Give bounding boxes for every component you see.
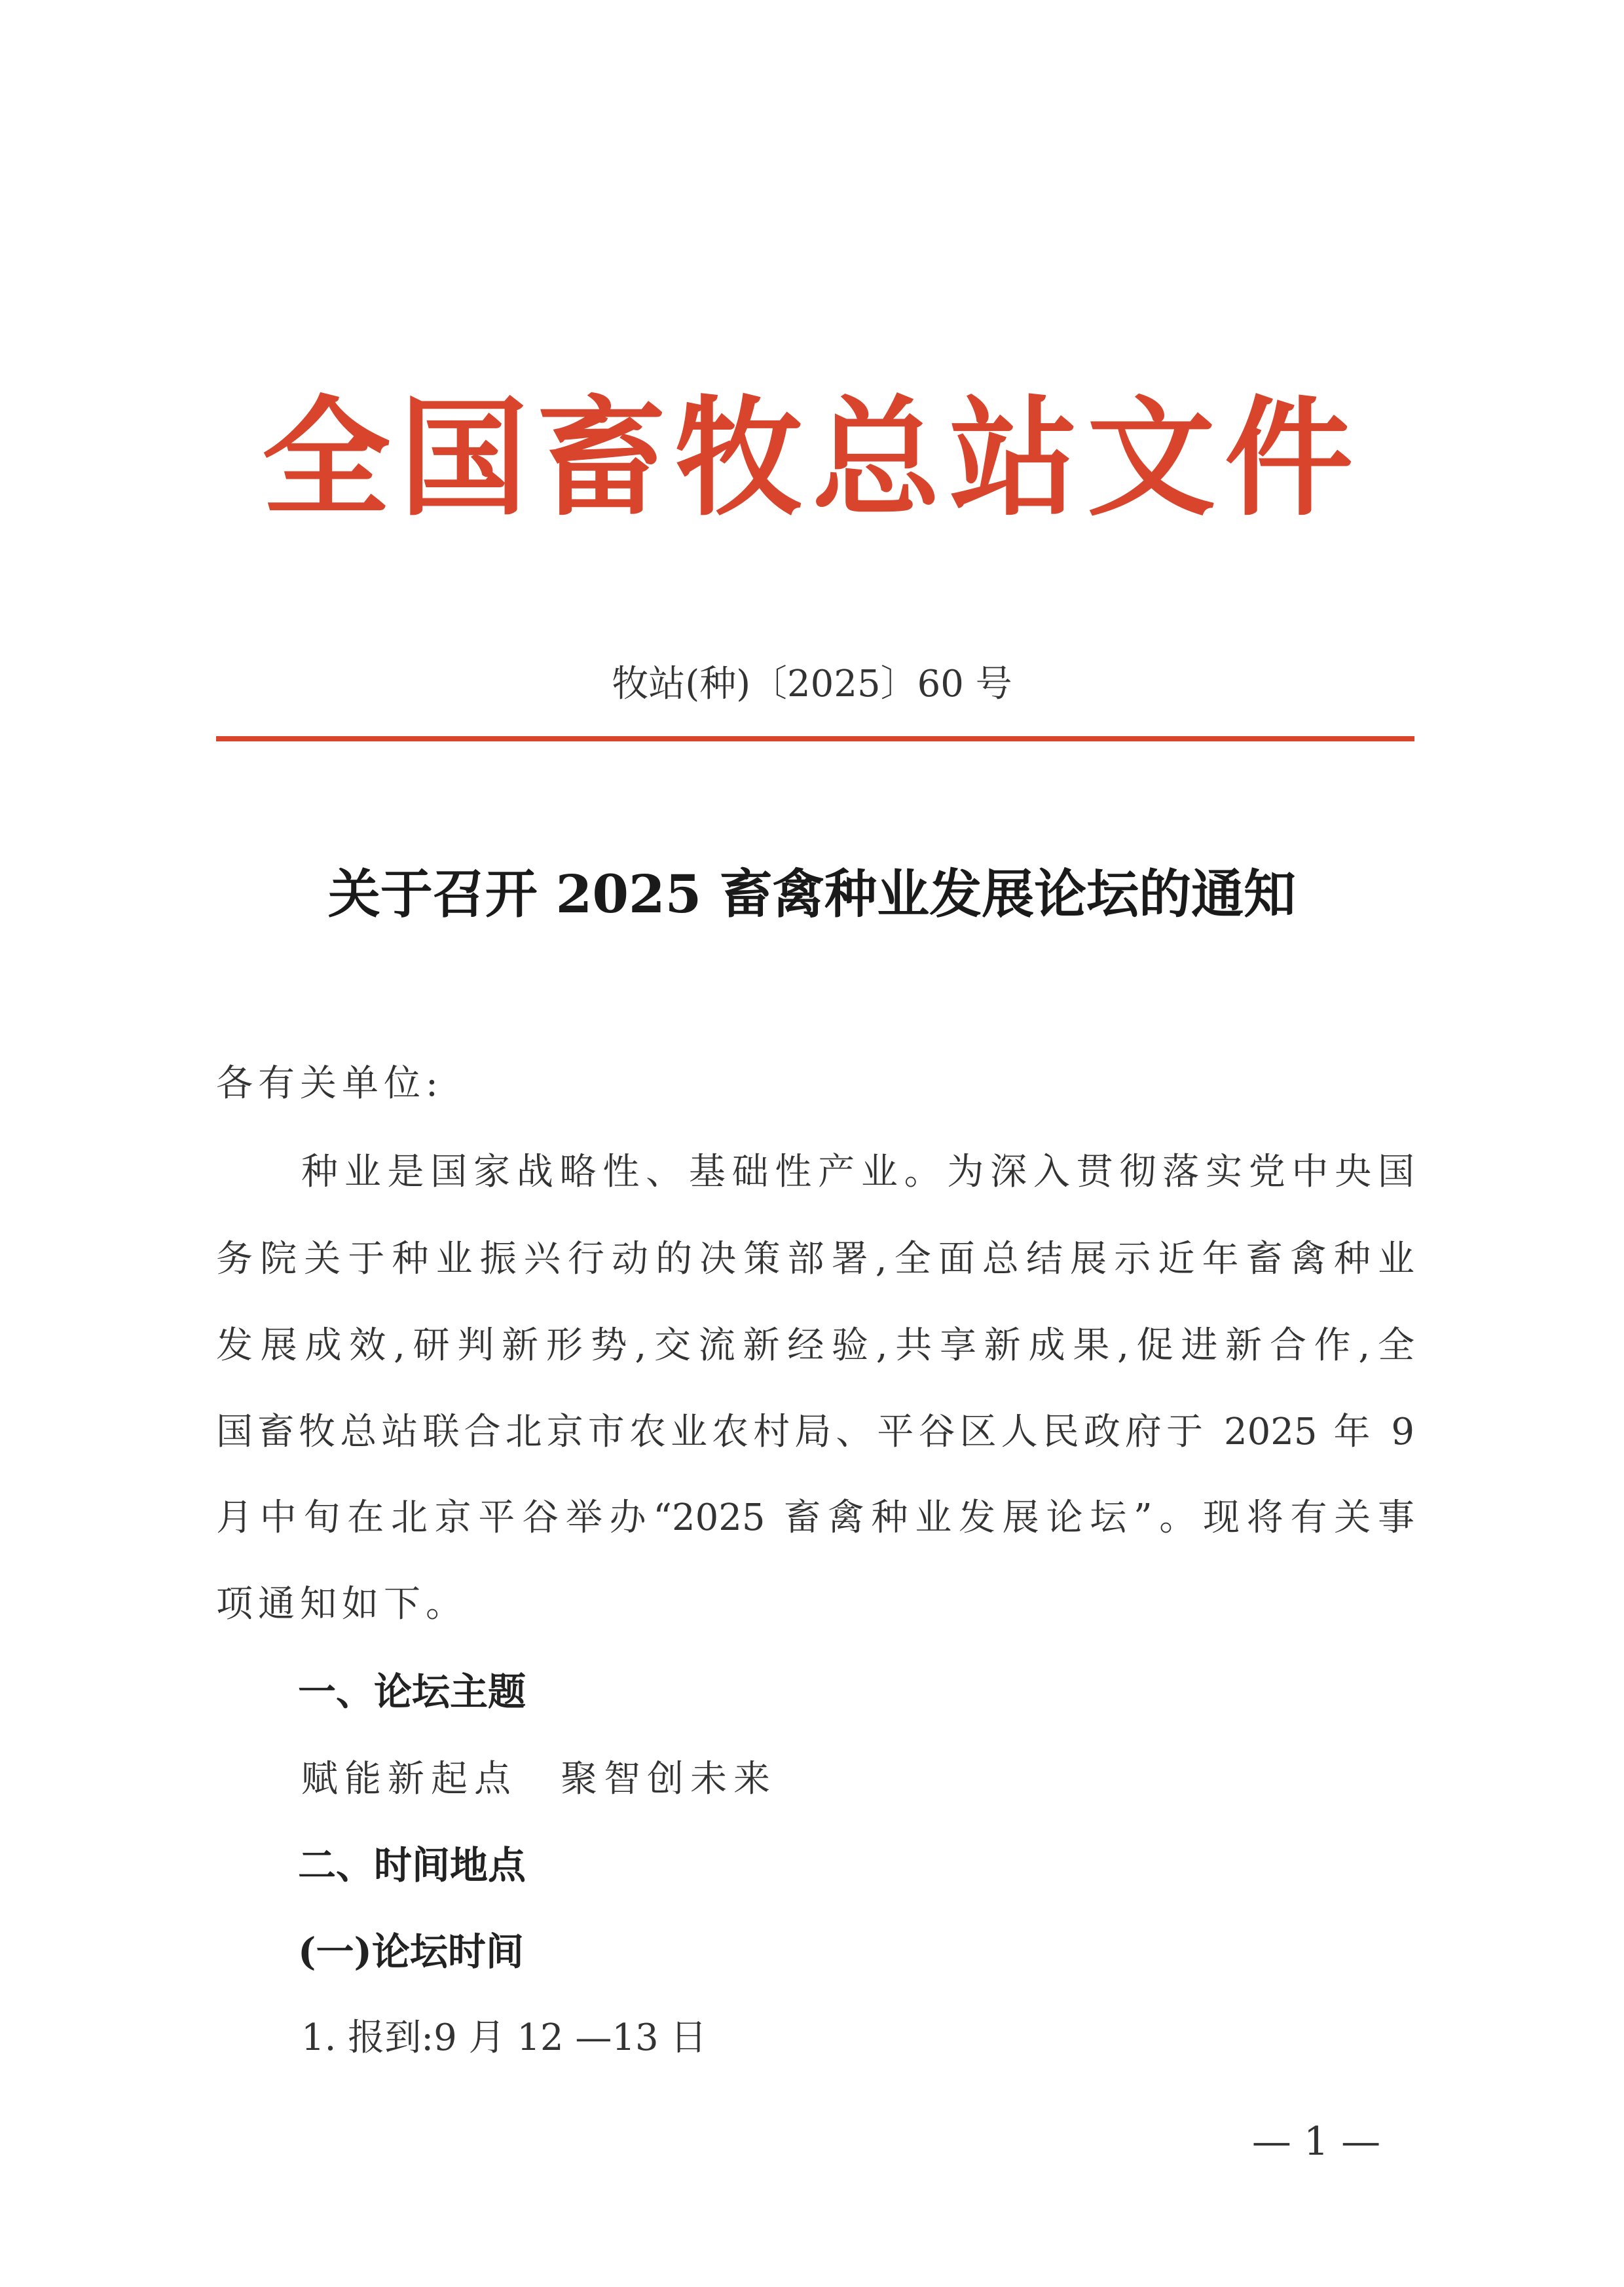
notice-title: 关于召开 2025 畜禽种业发展论坛的通知 xyxy=(327,863,1297,925)
paragraph-line-4: 国畜牧总站联合北京市农业农村局、平谷区人民政府于 2025 年 9 xyxy=(216,1411,1414,1453)
paragraph-line-1: 种业是国家战略性、基础性产业。为深入贯彻落实党中央国 xyxy=(301,1151,1414,1193)
forum-theme-text: 赋能新起点 聚智创未来 xyxy=(301,1758,777,1800)
subheading-forum-time: (一)论坛时间 xyxy=(298,1929,524,1974)
paragraph-line-6: 项通知如下。 xyxy=(216,1583,468,1626)
salutation: 各有关单位: xyxy=(216,1062,443,1105)
section-heading-time-place: 二、时间地点 xyxy=(298,1843,526,1887)
list-item-registration: 1. 报到:9 月 12 —13 日 xyxy=(301,2017,707,2059)
paragraph-line-2: 务院关于种业振兴行动的决策部署,全面总结展示近年畜禽种业 xyxy=(216,1238,1414,1280)
paragraph-line-3: 发展成效,研判新形势,交流新经验,共享新成果,促进新合作,全 xyxy=(216,1324,1414,1367)
red-divider-line xyxy=(216,736,1414,741)
paragraph-line-5: 月中旬在北京平谷举办“2025 畜禽种业发展论坛”。现将有关事 xyxy=(216,1497,1414,1539)
section-heading-theme: 一、论坛主题 xyxy=(298,1669,526,1714)
document-number: 牧站(种)〔2025〕60 号 xyxy=(612,663,1012,705)
red-header-title: 全国畜牧总站文件 xyxy=(261,383,1362,534)
page-number: — 1 — xyxy=(1251,2119,1381,2165)
